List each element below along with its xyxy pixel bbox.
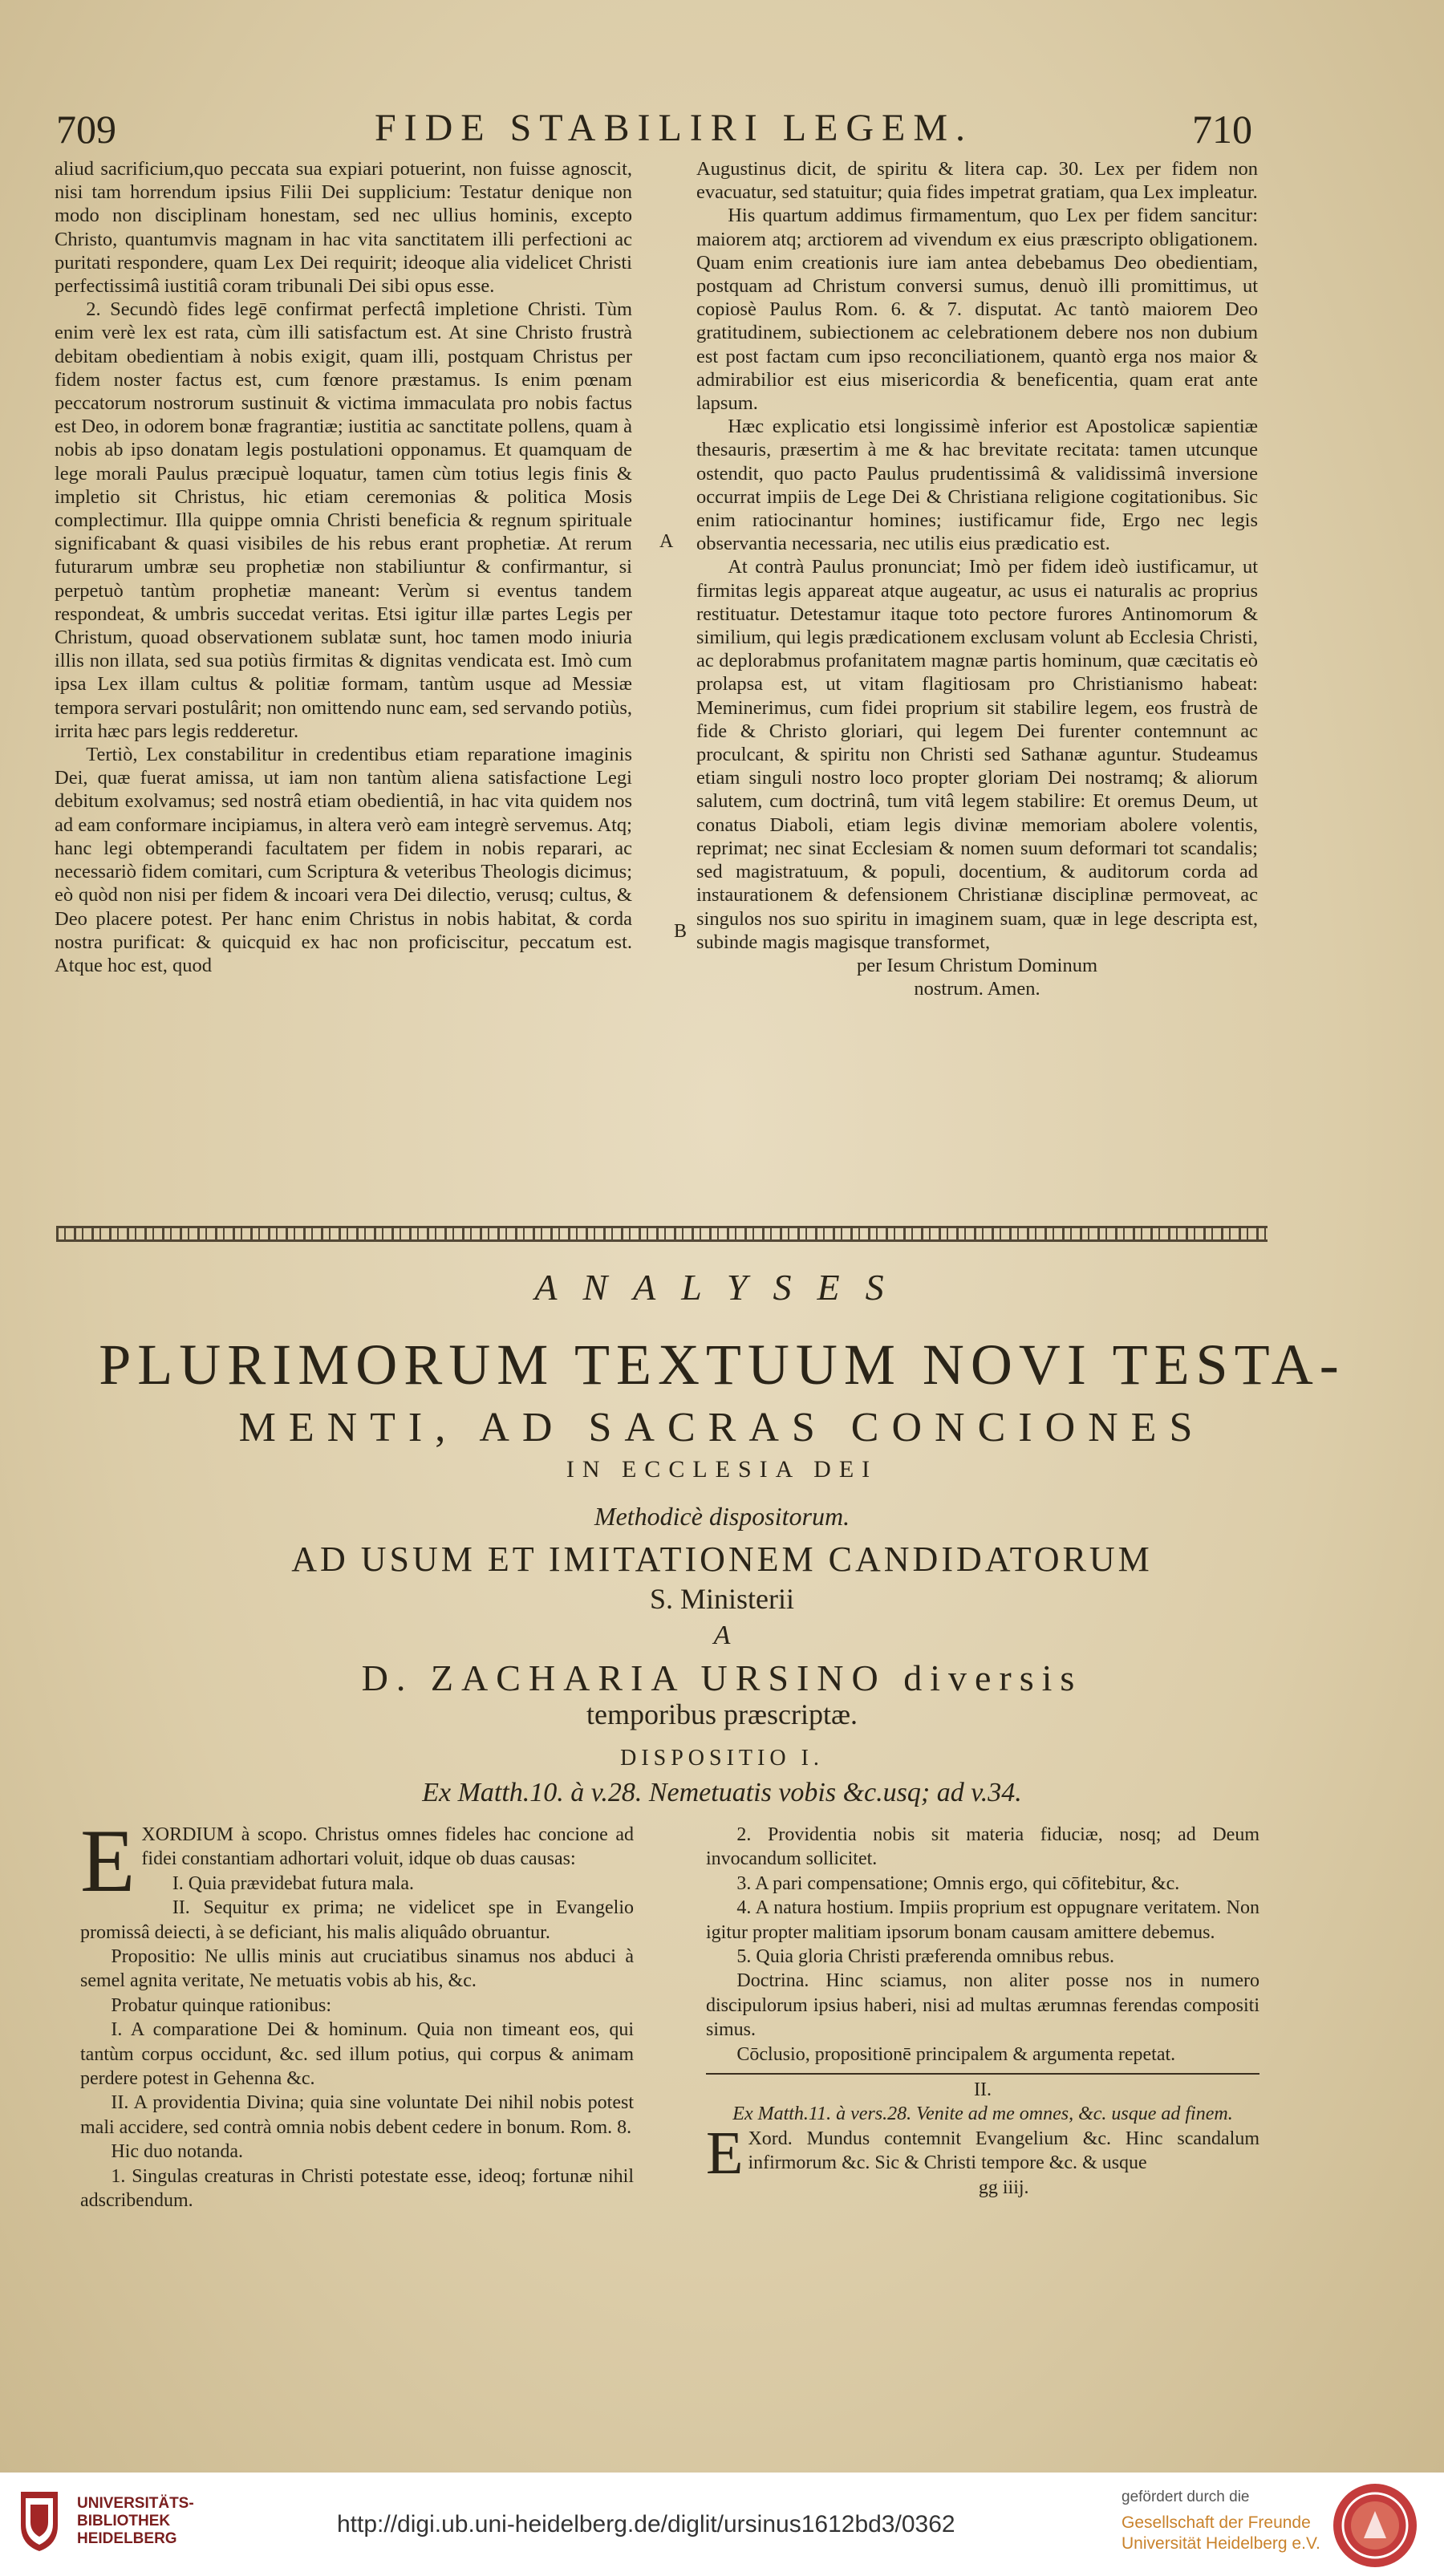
left-paragraph: 2. Secundò fides legē confirmat perfectâ impletione Christi. Tùm enim verè lex est rata, cùm illi satisfactum est. At sine Christo frustrà debitam obedientiam à nobis exigit, quam illi, postquam Christus per fidem noster factus est, cum fœnore præstamus. Is enim pœnam peccatorum nostrorum sustinuit & victima immaculata pro nobis factus est Deo, in odorem bonæ fragrantiæ; iustitia ac sanctitate pollens, quam à nobis ab ipso donatam legis postulationi opponamus. Et quamquam de lege morali Paulus præcipuè loquatur, tamen cùm totius legis finis & impletio sit Christus, hic etiam ceremonias & politica Mosis complectimur. Illa quippe omnia Christi beneficia & regnum spirituale significabant & quasi visibiles de his rebus erant prophetiæ. At rerum futurarum umbræ seu prophetiæ non stabiliuntur & confirmantur, si perpetuò tantùm prophetiæ maneant: Verùm si eventus tandem respondeat, & umbris succedat veritas. Etsi igitur illæ partes Legis per Christum, quoad observationem sublatæ sunt, hoc tamen modo iniuria illis non illata, sed sua potiùs firmitas & dignitas vendicata est. Imò cum ipsa Lex illam cultus & politiæ formam, tantùm usque ad Messiæ tempora servari postulârit; non omittendo nunc eam, sed servando potiùs, irrita hæc pars legis redderetur. <box>55 298 632 742</box>
page-number-right: 710 <box>1192 107 1252 152</box>
cause-item: II. Sequitur ex prima; ne videlicet spe in Evangelio promissâ deiecti, à se deficiant, his malis aliquâdo obruantur. <box>80 1897 634 1943</box>
sponsor-name[interactable] <box>1122 2513 1320 2554</box>
margin-letter-b: B <box>674 921 688 942</box>
title-line-3: IN ECCLESIA DEI <box>566 1456 878 1483</box>
reason-item: I. A comparatione Dei & hominum. Quia non timeant eos, qui tantùm corpus occidunt, &c. sed illum potius, qui corpus & animam perdere potest in Gehenna &c. <box>80 2019 634 2090</box>
section-number: II. <box>974 2079 992 2101</box>
dispositio-left-column <box>80 1811 634 2213</box>
right-column <box>696 157 1258 1000</box>
right-paragraph: At contrà Paulus pronunciat; Imò per fidem ideò iustificamur, ut firmitas legis appareat atque augeatur, ac usus ei naturalis ac proprius restituatur. Detestamur itaque toto pectore furores Antinomorum & similium, qui legis prædicationem exclusam volunt ab Ecclesia Christi, ac deplorabmus profanitatem magnæ partis hominum, quæ cæcitatis eò prolapsa est, ut vitam flagitiosam pro Christianismo habeat: Meminerimus, cum fidei proprium sit stabilire legem, eos frustrà de fide & Christo gloriari, qui legem Dei furenter contemnunt ac proculcant, & spiritu non Christi sed Sathanæ aguntur. Studeamus etiam singuli nostro loco propter gloriam Dei nostramq; & aliorum salutem, cum doctrinâ, tum vitâ legem stabilire: Et oremus Deum, ut conatus Diaboli, etiam legis divinæ memoriam abolere volentis, reprimat; nec sinat Ecclesiam & nomen suum deformari tot scandalis; sed magistratuum, & populi, docentium, & auditorum corda ad instaurationem & defensionem Christianæ disciplinæ permoveat, ac singulos nos suo spiritu in imaginem suam, quæ in lege descripta est, subinde magis magisque transformet, <box>696 556 1258 953</box>
title-line-4: Methodicè dispositorum. <box>594 1502 850 1531</box>
section-exordium-text: Xord. Mundus contemnit Evangelium &c. Hinc scandalum infirmorum &c. Sic & Christi tempore &c. & usque <box>748 2128 1259 2174</box>
reason-item: 4. A natura hostium. Impiis proprium est oppugnare veritatem. Non igitur propter malitiam ipsorum bonam causam amittere debemus. <box>706 1897 1259 1943</box>
title-line-2: MENTI, AD SACRAS CONCIONES <box>238 1405 1206 1450</box>
drop-cap: E <box>80 1811 136 1911</box>
title-analyses: ANALYSES <box>534 1267 910 1308</box>
reason-item: 3. A pari compensatione; Omnis ergo, qui cōfitebitur, &c. <box>736 1872 1180 1894</box>
society-seal-icon <box>1332 2482 1418 2569</box>
note-item: 2. Providentia nobis sit materia fiduciæ, nosq; ad Deum invocandum sollicitet. <box>706 1824 1259 1870</box>
library-name <box>77 2495 194 2548</box>
probatur: Probatur quinque rationibus: <box>111 1994 332 2016</box>
conclusio: Cōclusio, propositionē principalem & argumenta repetat. <box>736 2043 1176 2065</box>
section-divider <box>706 2073 1259 2075</box>
drop-cap: E <box>706 2119 744 2187</box>
left-paragraph: aliud sacrificium,quo peccata sua expiari potuerint, non fuisse agnoscit, nisi tam horrendum ipsius Filii Dei supplicium: Testatur denique non modo non disciplinam honestam, sed nec ullius hominis, excepto Christo, quantumvis magnam in hac vita sanctitatem illi perfectioni ac puritati respondere, quam Lex Dei requirit; ideoque alia videlicet Christi perfectissimâ iustitiâ coram tribunali Dei sibi opus esse. <box>55 158 632 298</box>
viewer-footer <box>0 2473 1444 2576</box>
library-name-line: BIBLIOTHEK <box>77 2513 171 2529</box>
title-line-6: S. Ministerii <box>649 1583 795 1615</box>
dispositio-right-column <box>706 1823 1259 2200</box>
ornamental-rule <box>56 1226 1268 1242</box>
left-column <box>55 157 632 977</box>
title-line-9: temporibus præscriptæ. <box>586 1698 858 1730</box>
right-paragraph: His quartum addimus firmamentum, quo Lex per fidem sancitur: maiorem atq; arctiorem ad vivendum ex eius præscripto obligationem. Quam enim creationis iure iam antea debebamus Deo obedientiam, postquam ad Christum conversi sumus, denuò illi promittimus, ut copiosè Paulus Rom. 6. & 7. disputat. Ac tantò maiorem Deo gratitudinem, subiectionem ac celebrationem debere nos non dubium est post factam cum ipso reconciliationem, quantò erga nos maior & admirabilior est eius misericordia & beneficentia, quam erat ante lapsum. <box>696 205 1258 415</box>
closing-line: nostrum. Amen. <box>914 978 1040 1000</box>
funded-by-label: gefördert durch die <box>1122 2489 1250 2505</box>
reason-item: 5. Quia gloria Christi præferenda omnibus rebus. <box>736 1946 1114 1968</box>
margin-letter-a: A <box>659 531 674 552</box>
permalink[interactable]: http://digi.ub.uni-heidelberg.de/diglit/ursinus1612bd3/0362 <box>337 2511 955 2537</box>
title-line-1: PLURIMORUM TEXTUUM NOVI TESTA- <box>99 1333 1345 1397</box>
library-name-line: UNIVERSITÄTS- <box>77 2495 194 2512</box>
propositio: Propositio: Ne ullis minis aut cruciatibus sinamus nos abduci à semel agnita veritate, Ne metuatis vobis ab his, &c. <box>80 1946 634 1992</box>
running-title: FIDE STABILIRI LEGEM. <box>374 107 974 149</box>
signature-mark: gg iiij. <box>978 2176 1029 2198</box>
sponsor-name-line: Gesellschaft der Freunde <box>1122 2513 1311 2532</box>
title-line-5: AD USUM ET IMITATIONEM CANDIDATORUM <box>291 1540 1153 1579</box>
right-paragraph: Augustinus dicit, de spiritu & litera cap. 30. Lex per fidem non evacuatur, sed statuitur; quia fides impetrat gratiam, qua Lex impleatur. <box>696 158 1258 204</box>
library-name-line: HEIDELBERG <box>77 2530 177 2547</box>
cause-item: I. Quia prævidebat futura mala. <box>172 1872 415 1894</box>
note-heading: Hic duo notanda. <box>111 2141 244 2163</box>
note-item: 1. Singulas creaturas in Christi potestate esse, ideoq; fortunæ nihil adscribendum. <box>80 2165 634 2212</box>
title-line-7: A <box>713 1621 731 1650</box>
title-author: D. ZACHARIA URSINO diversis <box>361 1657 1083 1698</box>
left-paragraph: Tertiò, Lex constabilitur in credentibus etiam reparatione imaginis Dei, quæ fuerat amissa, ut iam non tantùm aliena satisfactione Legi debitum exolvamus; sed nostrâ etiam obedientiâ, in hac vita quidem nos ad eam conformare incipiamus, in altera verò eam integrè servemus. Atq; hanc legi obtemperandi facultatem per fidem in nobis reparari, ac necessariò fidem comitari, cum Scriptura & veteribus Theologis dicimus; eò quòd non nisi per fidem & incoari vera Dei dilectio, verusq; cultus, & Deo placere potest. Per hanc enim Christus in nobis habitat, & corda nostra purificat: & quicquid ex hac non proficiscitur, peccatum est. Atque hoc est, quod <box>55 744 632 976</box>
dispositio-heading: DISPOSITIO I. <box>620 1746 824 1771</box>
exordium-text: XORDIUM à scopo. Christus omnes fideles hac concione ad fidei constantiam adhortari voluit, idque ob duas causas: <box>141 1824 634 1870</box>
section-reference: Ex Matth.11. à vers.28. Venite ad me omnes, &c. usque ad finem. <box>732 2103 1233 2125</box>
page-number-left: 709 <box>56 107 116 152</box>
right-paragraph: Hæc explicatio etsi longissimè inferior est Apostolicæ sapientiæ thesauris, præsertim à me & hac brevitate recitata: tamen utcunque ostendit, quo pacto Paulus prudentissimâ & validissimâ inversione occurrat impiis de Lege Dei & Christiana religione cogitationibus. Sic enim ratiocinantur homines; iustificamur fide, Ergo nec legis observantia necessaria, nec utilis eius prædicatio est. <box>696 416 1258 555</box>
sponsor-name-line: Universität Heidelberg e.V. <box>1122 2534 1320 2553</box>
doctrina: Doctrina. Hinc sciamus, non aliter posse nos in numero discipulorum ipsius haberi, nisi ad multas ærumnas ferendas compositi simus. <box>706 1970 1259 2041</box>
closing-line: per Iesum Christum Dominum <box>856 954 1098 976</box>
text-reference: Ex Matth.10. à v.28. Nemetuatis vobis &c.usq; ad v.34. <box>422 1778 1022 1807</box>
library-logo-icon <box>18 2489 61 2553</box>
reason-item: II. A providentia Divina; quia sine voluntate Dei nihil nobis potest mali accidere, sed contrà omnia nobis debent cedere in bonum. Rom. 8. <box>80 2092 634 2138</box>
